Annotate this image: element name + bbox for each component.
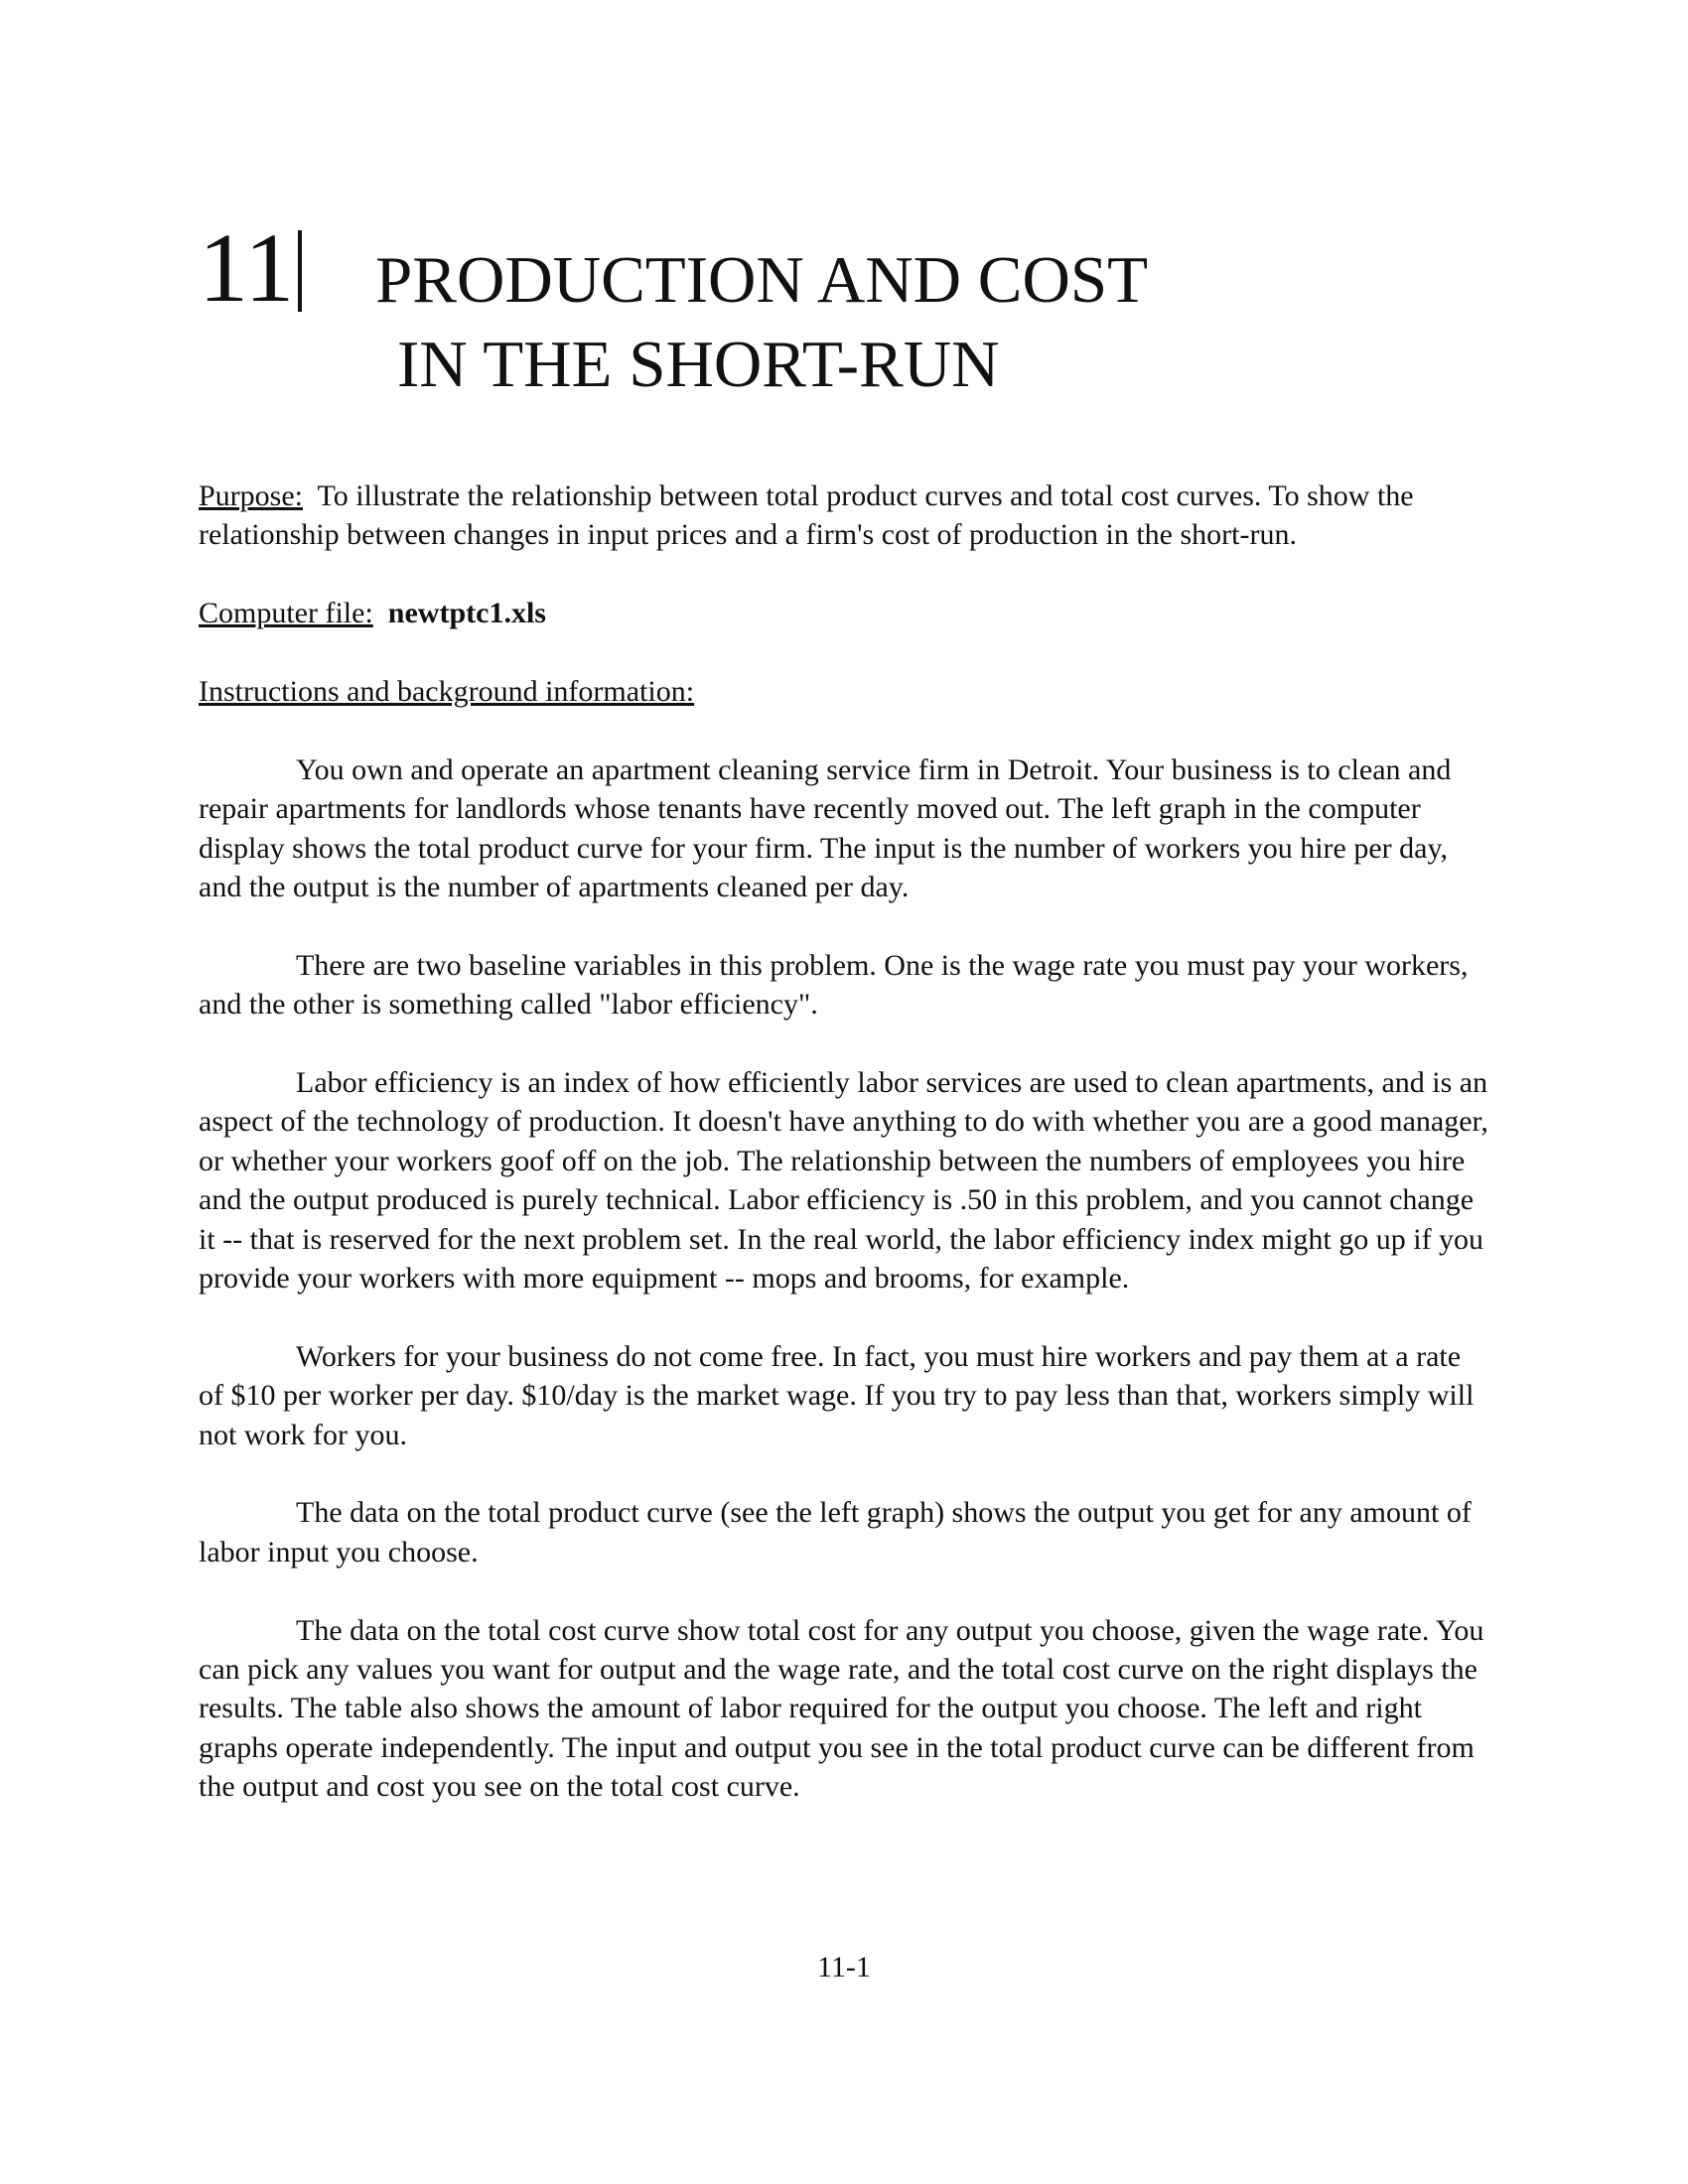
computer-file-name: newtptc1.xls — [387, 597, 546, 630]
chapter-title-line-2: IN THE SHORT-RUN — [397, 328, 1000, 401]
chapter-header — [199, 208, 1489, 417]
purpose-label: Purpose: — [199, 479, 303, 512]
page-number: 11-1 — [817, 1951, 871, 1983]
body-paragraph-2: There are two baseline variables in this problem. One is the wage rate you must pay your workers, and the other is something called "labor efficiency". — [199, 948, 1469, 1022]
body-paragraph-6: The data on the total cost curve show total cost for any output you choose, given the wage rate. You can pick any values you want for output and the wage rate, and the total cost curve on the right displays the results. The table also shows the amount of labor required for the output you choose. The left and right graphs operate independently. The input and output you see in the total product curve can be different from the output and cost you see on the total cost curve. — [199, 1613, 1484, 1804]
instructions-heading — [199, 672, 1489, 711]
body-paragraph-1: You own and operate an apartment cleaning service firm in Detroit. Your business is to clean and repair apartments for landlords whose tenants have recently moved out. The left graph in the computer display shows the total product curve for your firm. The input is the number of workers you hire per day, and the output is the number of apartments cleaned per day. — [199, 752, 1452, 904]
purpose-paragraph — [199, 477, 1489, 555]
body-paragraph-3: Labor efficiency is an index of how efficiently labor services are used to clean apartments, and is an aspect of the technology of production. It doesn't have anything to do with whether you are a good manager, or whether your workers goof off on the job. The relationship between the numbers of employees you hire and the output produced is purely technical. Labor efficiency is .50 in this problem, and you cannot change it -- that is reserved for the next problem set. In the real world, the labor efficiency index might go up if you provide your workers with more equipment -- mops and brooms, for example. — [199, 1066, 1488, 1296]
chapter-rule — [298, 230, 302, 312]
body-paragraph-5: The data on the total product curve (see the left graph) shows the output you get for any amount of labor input you choose. — [199, 1496, 1472, 1569]
chapter-number: 11 — [199, 212, 295, 323]
computer-file-label: Computer file: — [199, 597, 373, 630]
instructions-heading-text: Instructions and background information: — [199, 675, 695, 708]
document-body — [199, 477, 1489, 1845]
chapter-title-line-1: PRODUCTION AND COST — [375, 243, 1149, 317]
purpose-text: To illustrate the relationship between total product curves and total cost curves. To show the relationship between changes in input prices and a firm's cost of production in the short-run. — [199, 479, 1414, 552]
computer-file-line — [199, 594, 1489, 632]
body-paragraph-4: Workers for your business do not come free. In fact, you must hire workers and pay them at a rate of $10 per worker per day. $10/day is the market wage. If you try to pay less than that, workers simply will not work for you. — [199, 1339, 1475, 1451]
